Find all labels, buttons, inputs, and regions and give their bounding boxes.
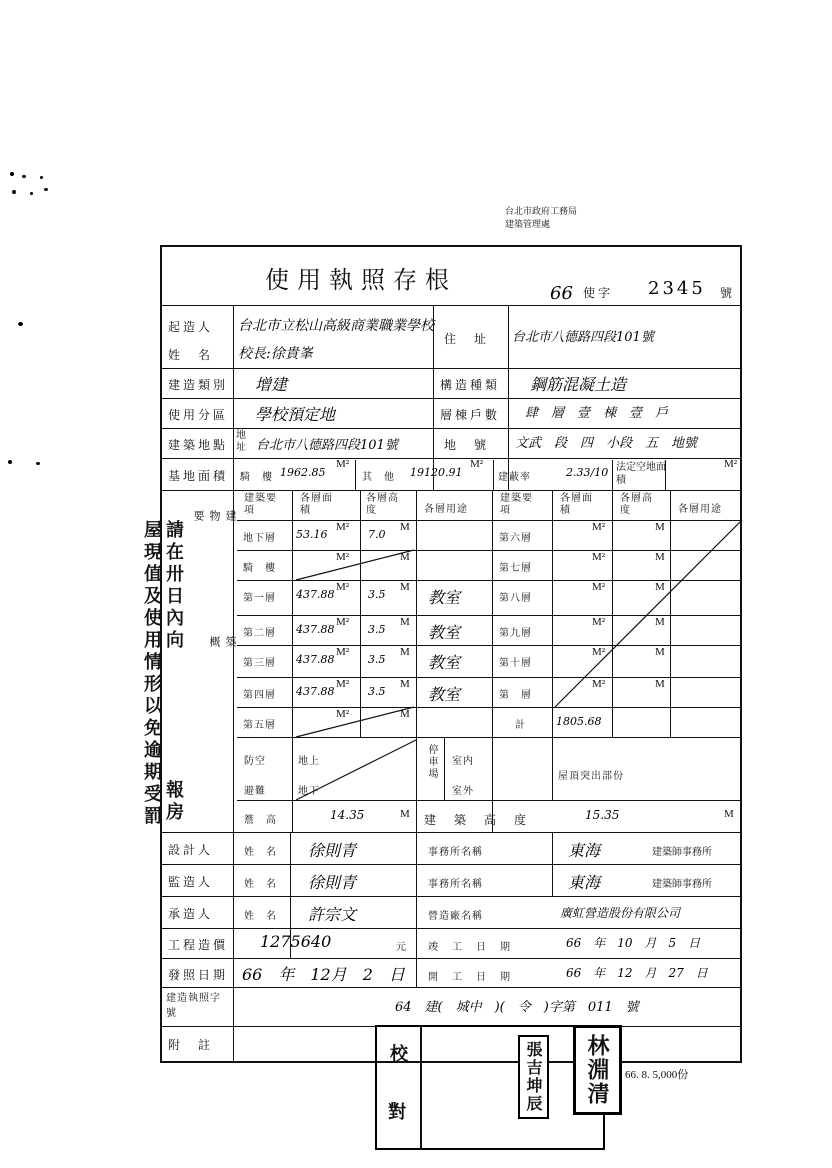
hdr-height: 各層高度	[366, 493, 399, 516]
permit-ref-value: 64 建( 城中 )( 令 )字第 011 號	[395, 1000, 639, 1015]
hdr-height-right: 各層高度	[620, 493, 653, 516]
refuge-label: 避難	[244, 786, 266, 797]
unit-m: M	[400, 708, 410, 720]
unit-m2: M²	[592, 521, 606, 533]
unit-m: M	[655, 581, 665, 593]
print-note: 66. 8. 5,000份	[625, 1069, 689, 1081]
floor-name-right: 第七層	[499, 563, 532, 574]
contractor-firm-label: 營造廠名稱	[428, 911, 483, 922]
designer-name: 徐則青	[308, 841, 357, 860]
side-note-1: 請在卅日內向	[163, 520, 184, 652]
remarks-label: 附 註	[168, 1038, 214, 1052]
permit-word: 使字	[583, 286, 614, 300]
floor-name: 第二層	[243, 628, 276, 639]
lot-value: 文武 段 四 小段 五 地號	[515, 436, 698, 451]
eave-height-label: 簷 高	[244, 815, 277, 826]
unit-m: M	[400, 678, 410, 690]
unit-m: M	[400, 808, 410, 820]
floor-name: 騎 樓	[243, 563, 276, 574]
lot-label: 地 號	[444, 438, 490, 452]
category-label: 建造類別	[168, 378, 229, 392]
unit-m: M	[724, 808, 734, 820]
contractor-name-label: 姓 名	[244, 911, 277, 922]
location-value: 台北市八德路四段101號	[256, 438, 398, 453]
floor-height: 3.5	[368, 685, 386, 698]
air-raid-label: 防空	[244, 756, 266, 767]
floor-area: 53.16	[296, 528, 328, 541]
floor-name: 第四層	[243, 690, 276, 701]
unit-m2: M²	[592, 581, 606, 593]
hdr-area-right: 各層面積	[560, 493, 593, 516]
floor-name-right: 計	[515, 720, 526, 731]
floor-name-right: 第十層	[499, 658, 532, 669]
floor-area: 437.88	[296, 653, 335, 666]
unit-m: M	[400, 521, 410, 533]
applicant-value: 台北市立松山高級商業職業學校	[238, 318, 434, 334]
other-area-label: 其 他	[362, 472, 395, 483]
completion-label: 竣工日期	[428, 942, 524, 953]
roof-label: 屋頂突出部份	[558, 771, 624, 782]
supervisor-name: 徐則青	[308, 873, 357, 892]
proofread-check-2: 對	[388, 1102, 406, 1123]
unit-m: M	[655, 616, 665, 628]
cost-unit: 元	[396, 942, 407, 953]
strike-upper-floors	[555, 520, 742, 707]
designer-office-label: 事務所名稱	[428, 847, 483, 858]
floor-area: 437.88	[296, 588, 335, 601]
unit-m: M	[400, 551, 410, 563]
side-note-2: 屋現值及使用情形以免逾期受罰	[141, 520, 162, 828]
category-value: 增建	[255, 375, 288, 394]
coverage-value: 2.33/10	[566, 466, 609, 479]
floor-use: 教室	[428, 653, 461, 672]
start-date: 66 年 12 月 27 日	[566, 966, 708, 980]
contractor-firm: 廣虹營造股份有限公司	[560, 906, 681, 920]
floor-name: 第一層	[243, 593, 276, 604]
rule	[420, 1025, 422, 1150]
unit-m: M	[400, 616, 410, 628]
floor-name-right: 第九層	[499, 628, 532, 639]
unit-m2: M²	[592, 646, 606, 658]
building-summary-side-label: 建 築 物 概 要	[192, 510, 237, 762]
arcade-area-label: 騎 樓	[240, 472, 273, 483]
zoning-value: 學校預定地	[255, 405, 336, 424]
permit-ref-label: 建造執照字號	[166, 993, 221, 1019]
unit-m: M	[655, 521, 665, 533]
floor-area: 437.88	[296, 623, 335, 636]
floor-height: 7.0	[368, 528, 386, 541]
unit-m2: M²	[336, 646, 350, 658]
permit-year: 66	[550, 283, 573, 304]
unit-m2: M²	[336, 551, 350, 563]
unit-m2: M²	[592, 551, 606, 563]
permit-no: 2345	[648, 278, 706, 299]
unit-m2: M²	[724, 458, 738, 470]
strike-fifth	[296, 707, 414, 737]
indoor-label: 室内	[452, 756, 474, 767]
location-label: 建築地點	[168, 438, 229, 452]
floor-height: 3.5	[368, 623, 386, 636]
unit-m: M	[655, 551, 665, 563]
unit-m2: M²	[592, 616, 606, 628]
zoning-label: 使用分區	[168, 408, 229, 422]
floor-height: 3.5	[368, 653, 386, 666]
floor-height: 3.5	[368, 588, 386, 601]
top-stamp-line-1: 台北市政府工務局	[505, 207, 578, 217]
floor-name-right: 第六層	[499, 533, 532, 544]
unit-m2: M²	[336, 458, 350, 470]
hdr-use: 各層用途	[424, 504, 468, 515]
strike-arcade	[296, 550, 414, 580]
other-area-value: 19120.91	[410, 466, 463, 479]
unit-m2: M²	[592, 678, 606, 690]
side-note-3: 報房	[163, 780, 184, 824]
structure-label: 構造種類	[440, 378, 501, 392]
form-title: 使用執照存根	[265, 266, 457, 294]
contractor-name: 許宗文	[308, 905, 357, 924]
arcade-area-value: 1962.85	[280, 466, 326, 479]
floor-use: 教室	[428, 623, 461, 642]
proofread-stamp	[375, 1025, 605, 1150]
site-area-label: 基地面積	[168, 469, 229, 483]
address-value: 台北市八德路四段101號	[512, 330, 654, 345]
supervisor-name-label: 姓 名	[244, 879, 277, 890]
designer-label: 設計人	[168, 843, 214, 857]
supervisor-office-label: 事務所名稱	[428, 879, 483, 890]
supervisor-suffix: 建築師事務所	[652, 879, 712, 890]
floor-name: 地下層	[243, 533, 276, 544]
unit-m: M	[400, 581, 410, 593]
hdr-item-right: 建築要項	[500, 493, 533, 516]
unit-m2: M²	[336, 616, 350, 628]
start-date-label: 開工日期	[428, 972, 524, 983]
designer-suffix: 建築師事務所	[652, 847, 712, 858]
applicant-name-label: 姓 名	[168, 348, 214, 362]
floor-use: 教室	[428, 588, 461, 607]
open-space-label: 法定空地面積	[616, 462, 666, 486]
permit-suffix: 號	[720, 286, 736, 300]
designer-name-label: 姓 名	[244, 847, 277, 858]
hdr-use-right: 各層用途	[678, 504, 722, 515]
coverage-label: 建蔽率	[498, 472, 531, 483]
parking-label: 停車場	[426, 744, 437, 780]
floor-name-right: 第八層	[499, 593, 532, 604]
completion-date: 66 年 10 月 5 日	[566, 936, 701, 950]
top-stamp-line-2: 建築管理處	[505, 220, 551, 230]
hdr-area: 各層面積	[300, 493, 333, 516]
location-sub-label: 地址	[236, 430, 247, 453]
floor-name: 第三層	[243, 658, 276, 669]
floor-use: 教室	[428, 685, 461, 704]
floor-area: 437.88	[296, 685, 335, 698]
unit-m: M	[655, 646, 665, 658]
unit-m2: M²	[336, 521, 350, 533]
cost-value: 1275640	[260, 932, 332, 951]
unit-m: M	[400, 646, 410, 658]
unit-m2: M²	[470, 458, 484, 470]
unit-m: M	[655, 678, 665, 690]
issue-date-label: 發照日期	[168, 968, 229, 982]
unit-m2: M²	[336, 708, 350, 720]
total-height-value: 15.35	[585, 808, 620, 822]
hdr-item: 建築要項	[244, 493, 277, 516]
applicant-label: 起造人	[168, 320, 214, 334]
contractor-label: 承造人	[168, 907, 214, 921]
floor-total: 1805.68	[556, 715, 602, 728]
floors-units-value: 肆 層 壹 棟 壹 戶	[525, 406, 669, 421]
issue-date: 66 年 12月 2 日	[242, 965, 405, 984]
unit-m2: M²	[336, 581, 350, 593]
below-ground: 地下	[298, 786, 320, 797]
address-label: 住 址	[444, 332, 490, 346]
structure-value: 鋼筋混凝土造	[530, 375, 627, 394]
designer-office: 東海	[568, 841, 601, 860]
unit-m2: M²	[336, 678, 350, 690]
floor-name: 第五層	[243, 720, 276, 731]
outdoor-label: 室外	[452, 786, 474, 797]
total-height-label: 建 築 高 度	[424, 813, 530, 827]
cost-label: 工程造價	[168, 938, 229, 952]
proofread-check-1: 校	[390, 1044, 408, 1065]
clerk-stamp: 張吉坤辰	[518, 1035, 549, 1119]
supervisor-office: 東海	[568, 873, 601, 892]
above-ground: 地上	[298, 756, 320, 767]
eave-height-value: 14.35	[330, 808, 365, 822]
floors-units-label: 層棟戶數	[440, 408, 501, 422]
official-seal: 林淵清	[573, 1025, 622, 1115]
applicant-name: 校長:徐貴峯	[238, 346, 313, 362]
floor-name-right: 第 層	[499, 690, 532, 701]
supervisor-label: 監造人	[168, 875, 214, 889]
